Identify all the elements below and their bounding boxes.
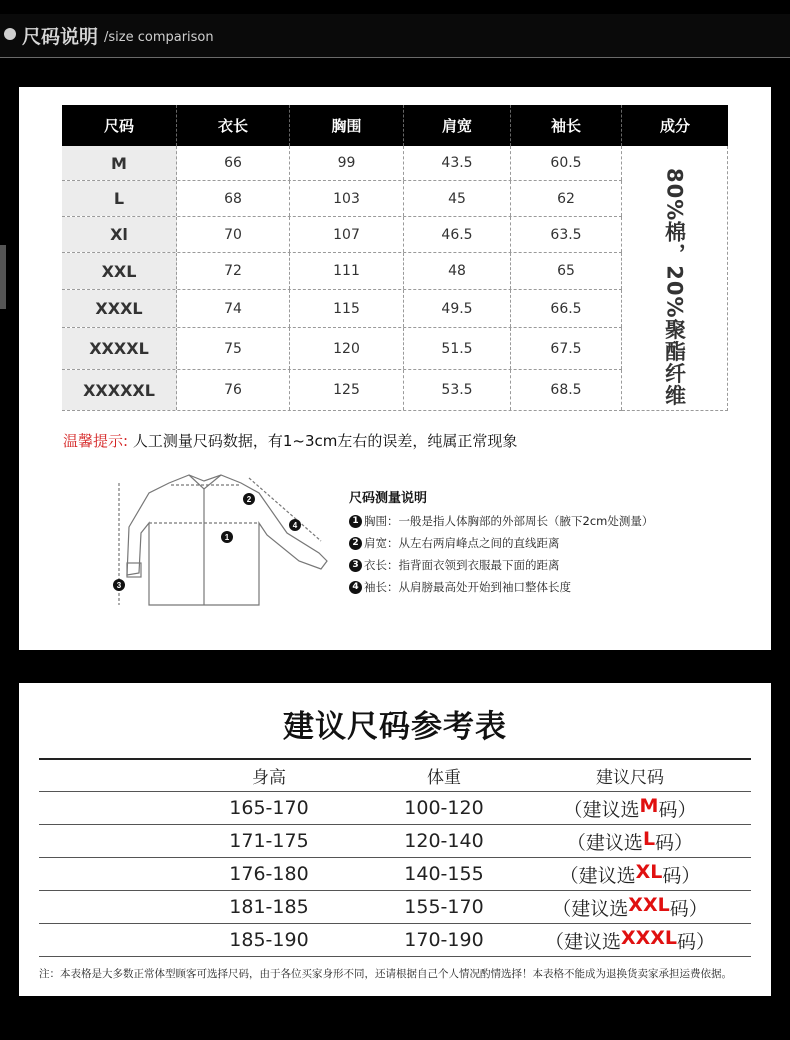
cell-length: 76 bbox=[177, 370, 290, 410]
cell-length: 74 bbox=[177, 290, 290, 327]
cell-shoulder: 51.5 bbox=[404, 328, 511, 369]
table-row bbox=[62, 370, 622, 411]
table-row bbox=[62, 146, 622, 181]
cell-weight: 170-190 bbox=[404, 929, 484, 951]
header-shoulder: 肩宽 bbox=[404, 105, 511, 146]
header-title-en: /size comparison bbox=[104, 30, 214, 45]
cell-shoulder: 43.5 bbox=[404, 146, 511, 180]
size-table-header bbox=[62, 105, 728, 146]
measure-item bbox=[349, 510, 769, 532]
measure-item-text: 肩宽：从左右两肩峰点之间的直线距离 bbox=[364, 536, 560, 550]
cell-suggest bbox=[509, 828, 751, 855]
table-row bbox=[62, 253, 622, 290]
suggest-suffix: 码） bbox=[662, 864, 701, 887]
suggest-size: L bbox=[642, 827, 656, 850]
cell-suggest bbox=[509, 795, 751, 822]
cell-height: 171-175 bbox=[229, 830, 309, 852]
number-badge: 4 bbox=[349, 581, 362, 594]
table-row bbox=[39, 825, 751, 858]
suggest-suffix: 码） bbox=[658, 798, 697, 821]
tip-text: 人工测量尺码数据，有1~3cm左右的误差，纯属正常现象 bbox=[132, 432, 518, 450]
cell-height: 165-170 bbox=[229, 797, 309, 819]
size-rows bbox=[62, 146, 622, 411]
diagram-label-3: 3 bbox=[116, 581, 122, 590]
number-badge: 2 bbox=[349, 537, 362, 550]
size-table bbox=[62, 105, 728, 411]
material-text: 80%棉，20%聚酯纤维 bbox=[662, 168, 687, 407]
recommend-table bbox=[39, 758, 751, 957]
cell-size: M bbox=[62, 146, 177, 180]
cell-shoulder: 48 bbox=[404, 253, 511, 289]
suggest-prefix: （建议选 bbox=[552, 897, 629, 920]
header-title-cn: 尺码说明 bbox=[22, 26, 99, 48]
cell-shoulder: 46.5 bbox=[404, 217, 511, 252]
cell-sleeve: 65 bbox=[511, 253, 622, 289]
diagram-label-2: 2 bbox=[246, 495, 252, 504]
diagram-marker-1 bbox=[221, 531, 233, 543]
header-chest: 胸围 bbox=[290, 105, 404, 146]
side-tab bbox=[0, 245, 6, 309]
cell-weight: 140-155 bbox=[404, 863, 484, 885]
material-cell bbox=[622, 146, 728, 411]
recommend-title: 建议尺码参考表 bbox=[283, 709, 507, 745]
suggest-suffix: 码） bbox=[655, 831, 694, 854]
cell-sleeve: 68.5 bbox=[511, 370, 622, 410]
tip-label: 温馨提示: bbox=[63, 432, 129, 450]
table-row bbox=[62, 328, 622, 370]
cell-shoulder: 45 bbox=[404, 181, 511, 216]
cell-length: 68 bbox=[177, 181, 290, 216]
header-sleeve: 袖长 bbox=[511, 105, 622, 146]
cell-length: 75 bbox=[177, 328, 290, 369]
header-suggest: 建议尺码 bbox=[596, 768, 664, 788]
recommend-panel bbox=[19, 683, 771, 996]
table-row bbox=[39, 858, 751, 891]
cell-suggest bbox=[509, 894, 751, 921]
size-table-body bbox=[62, 146, 728, 411]
cell-chest: 107 bbox=[290, 217, 404, 252]
header-weight: 体重 bbox=[427, 768, 461, 788]
cell-weight: 155-170 bbox=[404, 896, 484, 918]
cell-sleeve: 67.5 bbox=[511, 328, 622, 369]
cell-sleeve: 66.5 bbox=[511, 290, 622, 327]
cell-sleeve: 62 bbox=[511, 181, 622, 216]
tip bbox=[63, 430, 517, 451]
table-row bbox=[62, 181, 622, 217]
shirt-diagram bbox=[109, 463, 349, 613]
measure-description bbox=[349, 487, 769, 598]
cell-length: 70 bbox=[177, 217, 290, 252]
diagram-label-1: 1 bbox=[224, 533, 230, 542]
recommend-header bbox=[39, 760, 751, 792]
cell-chest: 115 bbox=[290, 290, 404, 327]
cell-sleeve: 60.5 bbox=[511, 146, 622, 180]
cell-suggest bbox=[509, 927, 751, 954]
measure-item-text: 胸围：一般是指人体胸部的外部周长（腋下2cm处测量） bbox=[364, 514, 654, 528]
cell-height: 181-185 bbox=[229, 896, 309, 918]
recommend-note: 注：本表格是大多数正常体型顾客可选择尺码，由于各位买家身形不同，还请根据自己个人情况酌情选择！本表格不能成为退换货卖家承担运费依据。 bbox=[39, 968, 732, 980]
cell-height: 176-180 bbox=[229, 863, 309, 885]
diagram-marker-4 bbox=[289, 519, 301, 531]
section-header bbox=[0, 14, 790, 58]
diagram-marker-3 bbox=[113, 579, 125, 591]
cell-size: XXXXXL bbox=[62, 370, 177, 410]
table-row bbox=[39, 792, 751, 825]
cell-suggest bbox=[509, 861, 751, 888]
cell-size: Xl bbox=[62, 217, 177, 252]
measure-title: 尺码测量说明 bbox=[349, 491, 428, 506]
table-row bbox=[62, 217, 622, 253]
cell-sleeve: 63.5 bbox=[511, 217, 622, 252]
suggest-size: XXXL bbox=[620, 926, 678, 949]
number-badge: 1 bbox=[349, 515, 362, 528]
number-badge: 3 bbox=[349, 559, 362, 572]
cell-weight: 120-140 bbox=[404, 830, 484, 852]
cell-chest: 99 bbox=[290, 146, 404, 180]
cell-size: XXXL bbox=[62, 290, 177, 327]
suggest-prefix: （建议选 bbox=[563, 798, 640, 821]
header-size: 尺码 bbox=[62, 105, 177, 146]
cell-chest: 103 bbox=[290, 181, 404, 216]
table-row bbox=[62, 290, 622, 328]
diagram-marker-2 bbox=[243, 493, 255, 505]
header-material: 成分 bbox=[659, 117, 690, 135]
cell-size: XXXXL bbox=[62, 328, 177, 369]
suggest-suffix: 码） bbox=[677, 930, 716, 953]
measure-item bbox=[349, 576, 769, 598]
table-row bbox=[39, 891, 751, 924]
suggest-prefix: （建议选 bbox=[566, 831, 643, 854]
suggest-prefix: （建议选 bbox=[559, 864, 636, 887]
cell-shoulder: 53.5 bbox=[404, 370, 511, 410]
measure-item-text: 衣长：指背面衣领到衣服最下面的距离 bbox=[364, 558, 560, 572]
suggest-size: XL bbox=[635, 860, 663, 883]
suggest-suffix: 码） bbox=[669, 897, 708, 920]
bullet-icon bbox=[4, 28, 16, 40]
suggest-prefix: （建议选 bbox=[544, 930, 621, 953]
suggest-size: XXL bbox=[628, 893, 670, 916]
header-length: 衣长 bbox=[177, 105, 290, 146]
cell-chest: 120 bbox=[290, 328, 404, 369]
cell-weight: 100-120 bbox=[404, 797, 484, 819]
measure-item bbox=[349, 554, 769, 576]
cell-shoulder: 49.5 bbox=[404, 290, 511, 327]
cell-size: XXL bbox=[62, 253, 177, 289]
cell-size: L bbox=[62, 181, 177, 216]
cell-length: 66 bbox=[177, 146, 290, 180]
cell-length: 72 bbox=[177, 253, 290, 289]
diagram-label-4: 4 bbox=[292, 521, 298, 530]
measure-item-text: 袖长：从肩膀最高处开始到袖口整体长度 bbox=[364, 580, 571, 594]
table-row bbox=[39, 924, 751, 957]
header-height: 身高 bbox=[252, 768, 286, 788]
measure-item bbox=[349, 532, 769, 554]
size-panel bbox=[19, 87, 771, 650]
suggest-size: M bbox=[639, 794, 659, 817]
cell-chest: 125 bbox=[290, 370, 404, 410]
cell-height: 185-190 bbox=[229, 929, 309, 951]
cell-chest: 111 bbox=[290, 253, 404, 289]
